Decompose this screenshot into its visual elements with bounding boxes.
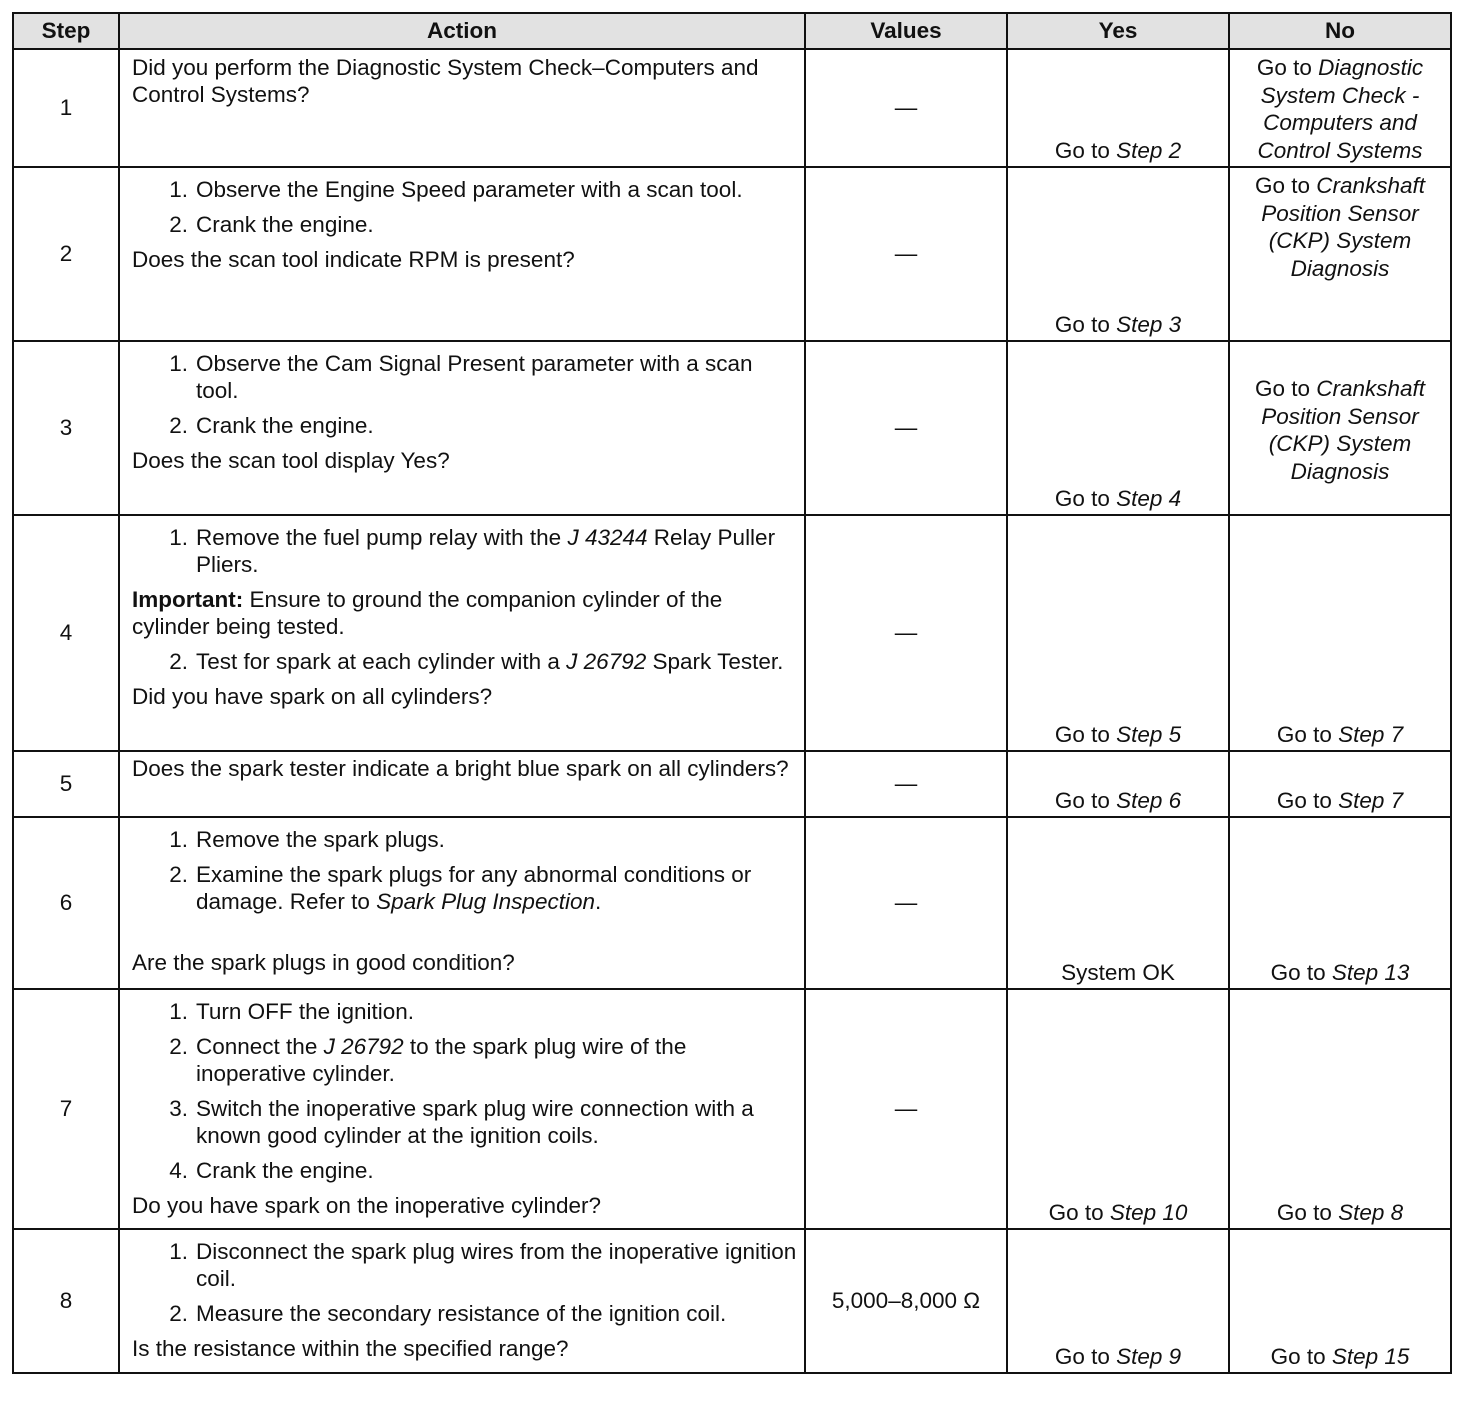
values-cell: — [805, 49, 1007, 167]
no-link[interactable]: Step 15 [1331, 1344, 1410, 1369]
action-item: 1. Turn OFF the ignition. [169, 999, 415, 1024]
action-question: Does the scan tool display Yes? [132, 448, 450, 473]
no-cell [1229, 817, 1451, 989]
action-item: 2. Connect the J 26792 to the spark plug wire of the inoperative cylinder. [169, 1034, 687, 1086]
yes-link[interactable]: Step 10 [1109, 1200, 1188, 1225]
yes-cell [1007, 167, 1229, 341]
no-prefix: Go to [1254, 376, 1317, 401]
no-cell [1229, 989, 1451, 1229]
header-row [13, 13, 1451, 49]
action-cell [119, 341, 805, 515]
table-row [13, 515, 1451, 751]
yes-link[interactable]: Step 2 [1116, 138, 1182, 163]
no-cell [1229, 341, 1451, 515]
tool-ref: J 26792 [566, 649, 647, 674]
yes-cell [1007, 817, 1229, 989]
step-number: 7 [13, 989, 119, 1229]
action-question: Do you have spark on the inoperative cylinder? [132, 1193, 602, 1218]
no-prefix: Go to [1276, 788, 1339, 813]
yes-prefix: Go to [1054, 722, 1117, 747]
action-item: 4. Crank the engine. [169, 1158, 374, 1183]
no-cell [1229, 167, 1451, 341]
values-cell: — [805, 751, 1007, 817]
action-cell [119, 751, 805, 817]
action-question: Does the scan tool indicate RPM is present? [132, 247, 575, 272]
values-cell: — [805, 989, 1007, 1229]
step-number: 8 [13, 1229, 119, 1373]
no-prefix: Go to [1270, 1344, 1332, 1369]
table-row [13, 49, 1451, 167]
action-cell [119, 1229, 805, 1373]
important-note: Important: Ensure to ground the companion cylinder of the cylinder being tested. [132, 587, 723, 639]
step-number: 6 [13, 817, 119, 989]
yes-link[interactable]: Step 9 [1116, 1344, 1182, 1369]
action-item: 2. Examine the spark plugs for any abnormal conditions or damage. Refer to Spark Plug Inspection. [169, 862, 752, 914]
yes-prefix: Go to [1048, 1200, 1110, 1225]
yes-cell [1007, 751, 1229, 817]
values-cell: — [805, 817, 1007, 989]
action-item: 2. Crank the engine. [169, 413, 374, 438]
action-question: Is the resistance within the specified range? [132, 1336, 569, 1361]
action-cell [119, 989, 805, 1229]
no-link[interactable]: Step 7 [1338, 722, 1404, 747]
header-yes: Yes [1007, 13, 1229, 49]
action-item: 2. Crank the engine. [169, 212, 374, 237]
table-row [13, 989, 1451, 1229]
no-link[interactable]: Crankshaft Position Sensor (CKP) System Diagnosis [1261, 173, 1426, 281]
yes-link[interactable]: Step 6 [1116, 788, 1182, 813]
action-item: 1. Remove the fuel pump relay with the J 43244 Relay Puller Pliers. [169, 525, 776, 577]
action-item: 2. Test for spark at each cylinder with a J 26792 Spark Tester. [169, 649, 784, 674]
diagnostic-table [12, 12, 1452, 1374]
no-prefix: Go to [1256, 55, 1319, 80]
yes-cell [1007, 49, 1229, 167]
values-cell: 5,000–8,000 Ω [805, 1229, 1007, 1373]
values-cell: — [805, 167, 1007, 341]
no-prefix: Go to [1276, 722, 1339, 747]
action-item: 3. Switch the inoperative spark plug wire connection with a known good cylinder at the ignition coils. [169, 1096, 754, 1148]
yes-prefix: Go to [1054, 312, 1117, 337]
table-row [13, 817, 1451, 989]
action-item: 1. Remove the spark plugs. [169, 827, 445, 852]
yes-prefix: Go to [1054, 788, 1117, 813]
no-link[interactable]: Step 13 [1331, 960, 1410, 985]
no-link[interactable]: Step 7 [1338, 788, 1404, 813]
no-cell [1229, 515, 1451, 751]
action-cell [119, 817, 805, 989]
action-cell [119, 49, 805, 167]
yes-prefix: Go to [1054, 138, 1117, 163]
step-number: 2 [13, 167, 119, 341]
header-step: Step [13, 13, 119, 49]
step-number: 3 [13, 341, 119, 515]
no-cell [1229, 49, 1451, 167]
step-number: 4 [13, 515, 119, 751]
action-question: Are the spark plugs in good condition? [132, 950, 515, 975]
header-values: Values [805, 13, 1007, 49]
yes-cell [1007, 341, 1229, 515]
yes-cell [1007, 1229, 1229, 1373]
no-link[interactable]: Diagnostic System Check - Computers and Control Systems [1257, 55, 1424, 163]
no-link[interactable]: Crankshaft Position Sensor (CKP) System Diagnosis [1261, 376, 1426, 484]
no-prefix: Go to [1254, 173, 1317, 198]
no-cell [1229, 1229, 1451, 1373]
yes-link[interactable]: Step 3 [1116, 312, 1182, 337]
table-row [13, 1229, 1451, 1373]
yes-cell [1007, 515, 1229, 751]
action-item: 2. Measure the secondary resistance of the ignition coil. [169, 1301, 727, 1326]
no-prefix: Go to [1270, 960, 1332, 985]
yes-cell [1007, 989, 1229, 1229]
tool-ref: J 26792 [323, 1034, 404, 1059]
table-row [13, 341, 1451, 515]
step-number: 5 [13, 751, 119, 817]
yes-link[interactable]: Step 5 [1116, 722, 1182, 747]
yes-link[interactable]: Step 4 [1116, 486, 1182, 511]
yes-text: System OK [1061, 960, 1175, 985]
action-question: Does the spark tester indicate a bright blue spark on all cylinders? [132, 756, 789, 781]
action-item: 1. Observe the Engine Speed parameter with a scan tool. [169, 177, 743, 202]
header-action: Action [119, 13, 805, 49]
header-no: No [1229, 13, 1451, 49]
diagnostic-table-container [12, 12, 1452, 1374]
yes-prefix: Go to [1054, 486, 1117, 511]
action-cell [119, 167, 805, 341]
table-row [13, 751, 1451, 817]
action-item: 1. Disconnect the spark plug wires from the inoperative ignition coil. [169, 1239, 797, 1291]
action-item: 1. Observe the Cam Signal Present parameter with a scan tool. [169, 351, 753, 403]
no-link[interactable]: Step 8 [1338, 1200, 1404, 1225]
yes-prefix: Go to [1054, 1344, 1117, 1369]
no-cell [1229, 751, 1451, 817]
tool-ref: J 43244 [567, 525, 648, 550]
values-cell: — [805, 515, 1007, 751]
action-question: Did you perform the Diagnostic System Check–Computers and Control Systems? [132, 55, 759, 107]
step-number: 1 [13, 49, 119, 167]
spark-plug-inspection-ref[interactable]: Spark Plug Inspection [376, 889, 595, 914]
action-question: Did you have spark on all cylinders? [132, 684, 493, 709]
no-prefix: Go to [1276, 1200, 1339, 1225]
table-row [13, 167, 1451, 341]
values-cell: — [805, 341, 1007, 515]
action-cell [119, 515, 805, 751]
